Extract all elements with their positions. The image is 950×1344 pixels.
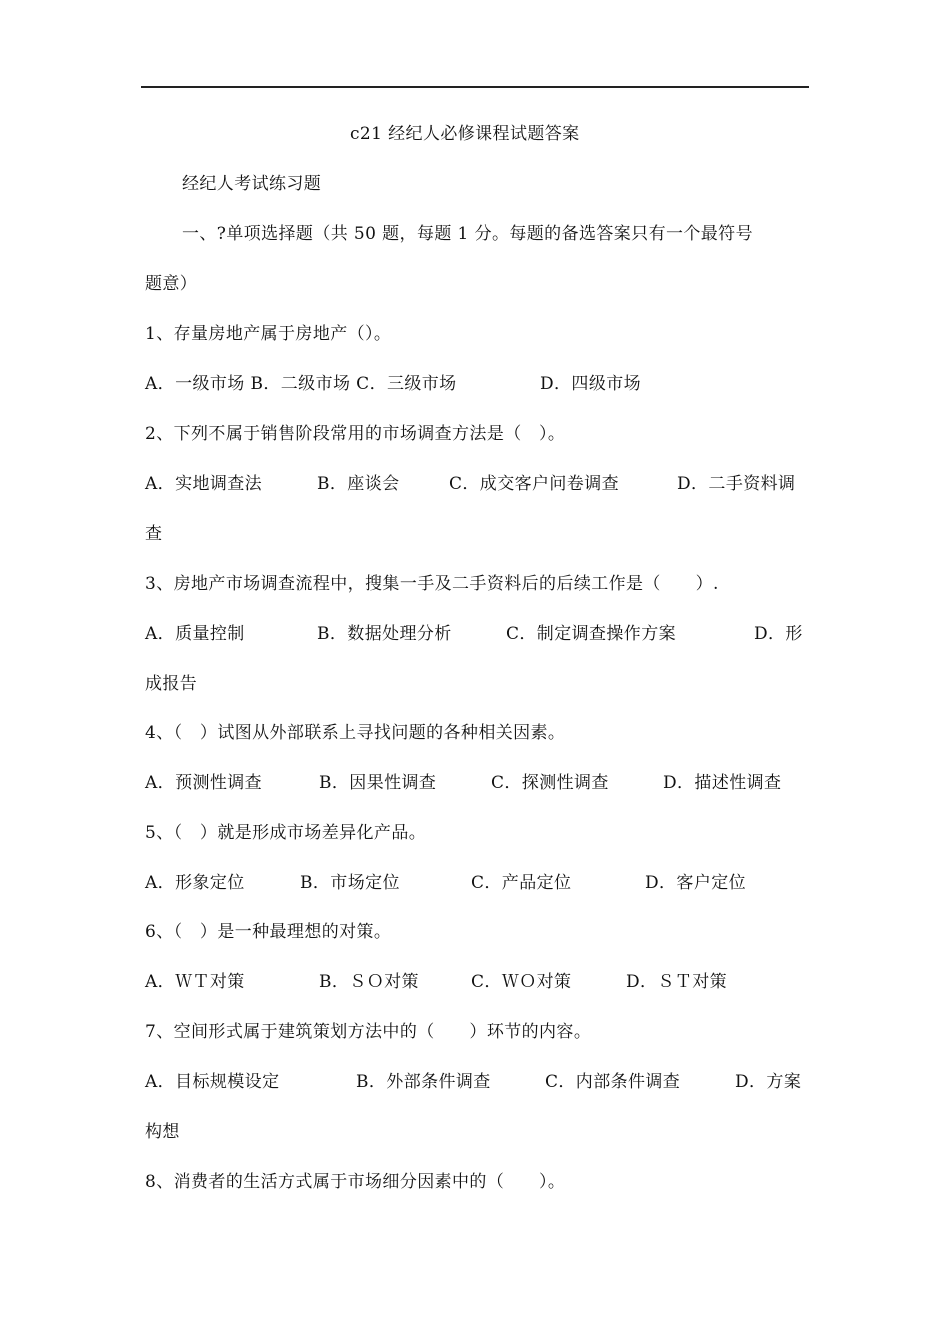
question-2-option-d-continued: 查 — [145, 524, 163, 544]
question-6-option-b: B．ＳＯ对策 — [319, 972, 419, 992]
question-2-option-c: C．成交客户问卷调查 — [449, 474, 620, 494]
section-heading: 一、?单项选择题（共 50 题，每题 1 分。每题的备选答案只有一个最符号 — [182, 224, 753, 244]
header-rule — [141, 86, 809, 88]
question-4-option-c: C．探测性调查 — [491, 773, 609, 793]
question-3-option-d: D．形 — [754, 624, 803, 644]
question-2-option-b: B．座谈会 — [317, 474, 400, 494]
question-1-options-abc: A．一级市场 B．二级市场 C．三级市场 — [145, 374, 457, 394]
question-3-option-d-continued: 成报告 — [145, 674, 198, 694]
question-5-option-a: A．形象定位 — [145, 873, 245, 893]
question-2-option-d: D．二手资料调 — [677, 474, 796, 494]
question-4-option-d: D．描述性调查 — [663, 773, 782, 793]
question-5-option-b: B．市场定位 — [300, 873, 400, 893]
document-title: c21 经纪人必修课程试题答案 — [350, 124, 580, 144]
question-3-option-b: B．数据处理分析 — [317, 624, 452, 644]
question-2-option-a: A．实地调查法 — [145, 474, 263, 494]
question-8: 8、消费者的生活方式属于市场细分因素中的（ ）。 — [145, 1172, 566, 1192]
question-6: 6、（ ）是一种最理想的对策。 — [145, 922, 392, 942]
question-7-option-c: C．内部条件调查 — [545, 1072, 681, 1092]
question-4-option-b: B．因果性调查 — [319, 773, 437, 793]
question-3-option-a: A．质量控制 — [145, 624, 245, 644]
question-1-option-d: D．四级市场 — [540, 374, 642, 394]
question-1: 1、存量房地产属于房地产（）。 — [145, 324, 392, 344]
question-7-option-a: A．目标规模设定 — [145, 1072, 280, 1092]
question-7-option-b: B．外部条件调查 — [356, 1072, 491, 1092]
question-7-option-d: D．方案 — [735, 1072, 802, 1092]
question-5-option-c: C．产品定位 — [471, 873, 572, 893]
question-5-option-d: D．客户定位 — [645, 873, 747, 893]
question-7-option-d-continued: 构想 — [145, 1122, 180, 1142]
question-3: 3、房地产市场调查流程中，搜集一手及二手资料后的后续工作是（ ）. — [145, 574, 719, 594]
question-6-option-c: C．ＷＯ对策 — [471, 972, 572, 992]
question-7: 7、空间形式属于建筑策划方法中的（ ）环节的内容。 — [145, 1022, 592, 1042]
question-4-option-a: A．预测性调查 — [145, 773, 263, 793]
question-6-option-d: D．ＳＴ对策 — [626, 972, 728, 992]
question-3-option-c: C．制定调查操作方案 — [506, 624, 677, 644]
section-heading-continued: 题意） — [145, 274, 198, 294]
question-2: 2、下列不属于销售阶段常用的市场调查方法是（ ）。 — [145, 424, 566, 444]
document-subtitle: 经纪人考试练习题 — [182, 174, 322, 194]
question-5: 5、（ ）就是形成市场差异化产品。 — [145, 823, 427, 843]
question-4: 4、（ ）试图从外部联系上寻找问题的各种相关因素。 — [145, 723, 566, 743]
question-6-option-a: A．ＷＴ对策 — [145, 972, 245, 992]
